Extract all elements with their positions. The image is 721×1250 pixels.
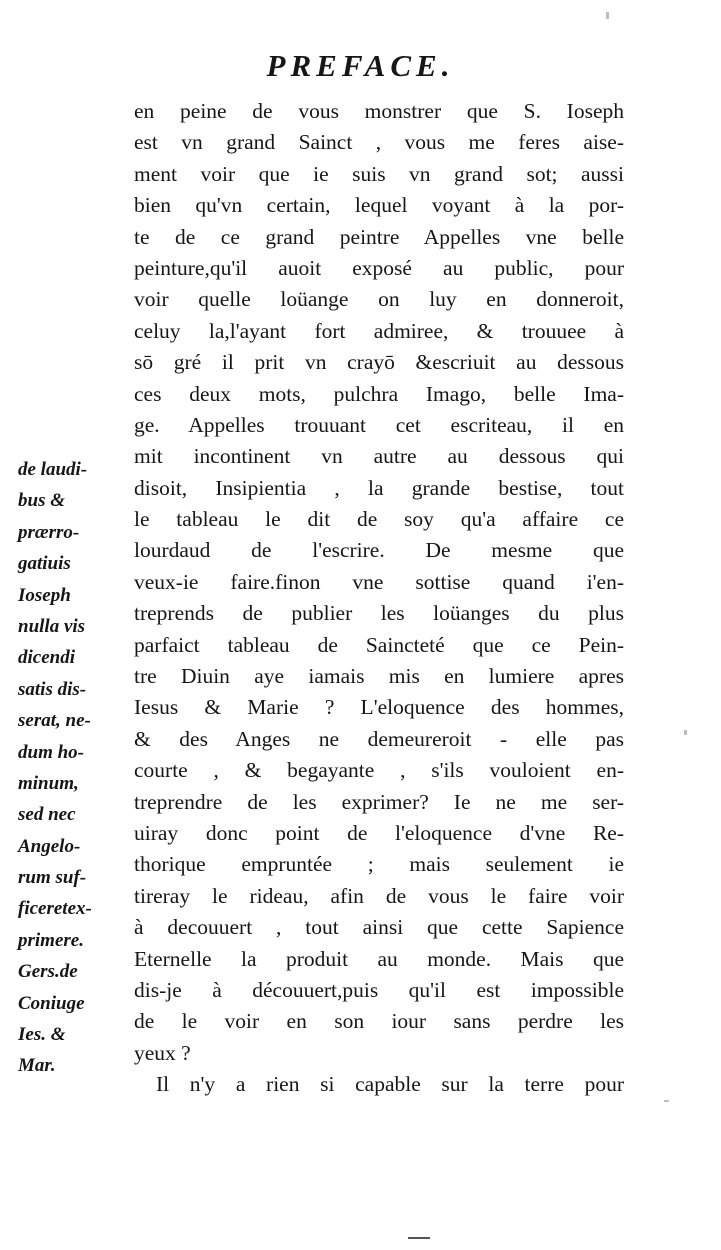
text-line: le tableau le dit de soy qu'a affaire ce (134, 507, 624, 532)
text-line: tireray le rideau, afin de vous le faire voir (134, 883, 624, 908)
text-line: ment voir que ie suis vn grand sot; aussi (134, 161, 624, 186)
marginal-line: bus & (18, 490, 65, 512)
text-line: courte , & begayante , s'ils vouloient en- (134, 758, 624, 783)
running-title: PREFACE. (266, 48, 455, 83)
text-line: bien qu'vn certain, lequel voyant à la por- (134, 193, 624, 218)
text-line: est vn grand Sainct , vous me feres aise- (134, 130, 624, 155)
marginal-line: minum, (18, 772, 79, 794)
marginal-line: prærro- (18, 521, 80, 543)
paper-speck (684, 730, 687, 735)
text-line: sō gré il prit vn crayō &escriuit au dessous (134, 350, 624, 375)
text-line: te de ce grand peintre Appelles vne belle (134, 224, 624, 249)
marginal-line: satis dis- (18, 678, 87, 700)
marginal-line: dum ho- (18, 741, 84, 763)
text-line: ge. Appelles trouuant cet escriteau, il en (134, 412, 624, 437)
paper-speck (408, 1237, 430, 1239)
text-line: Iesus & Marie ? L'eloquence des hommes, (134, 695, 624, 720)
text-line: tre Diuin aye iamais mis en lumiere apres (134, 664, 624, 689)
marginal-line: Ies. & (18, 1024, 66, 1046)
paper-speck (664, 1100, 669, 1102)
marginal-line: serat, ne- (18, 710, 91, 732)
text-line: treprends de publier les loüanges du plus (134, 601, 624, 626)
text-line: mit incontinent vn autre au dessous qui (134, 444, 624, 469)
marginal-line: Mar. (18, 1055, 56, 1077)
text-line: peinture,qu'il auoit exposé au public, pour (134, 255, 624, 280)
marginal-line: dicendi (18, 647, 75, 669)
marginal-line: gatiuis (18, 553, 71, 575)
text-line: veux-ie faire.finon vne sottise quand i'en- (134, 569, 624, 594)
marginal-line: sed nec (18, 804, 76, 826)
text-line: voir quelle loüange on luy en donneroit, (134, 287, 624, 312)
text-line: uiray donc point de l'eloquence d'vne Re- (134, 820, 624, 845)
marginal-line: Gers.de (18, 961, 78, 983)
text-line: ces deux mots, pulchra Imago, belle Ima- (134, 381, 624, 406)
text-line: lourdaud de l'escrire. De mesme que (134, 538, 624, 563)
marginal-line: primere. (18, 929, 84, 951)
text-line: dis-je à découuert,puis qu'il est impossible (134, 977, 624, 1002)
text-line: de le voir en son iour sans perdre les (134, 1009, 624, 1034)
text-line: yeux ? (134, 1040, 191, 1065)
paper-speck (606, 12, 609, 19)
marginal-line: nulla vis (18, 615, 86, 637)
marginal-line: de laudi- (18, 459, 88, 480)
text-line: parfaict tableau de Saincteté que ce Pein- (134, 632, 624, 657)
text-line: celuy la,l'ayant fort admiree, & trouuee à (134, 318, 624, 343)
main-text-body (134, 96, 624, 1101)
text-line: thorique empruntée ; mais seulement ie (134, 852, 624, 877)
text-line: disoit, Insipientia , la grande bestise, tout (134, 475, 624, 500)
text-line: treprendre de les exprimer? Ie ne me ser- (134, 789, 624, 814)
text-line: & des Anges ne demeureroit - elle pas (134, 726, 624, 751)
marginal-note (18, 454, 130, 1082)
marginal-line: Coniuge (18, 992, 85, 1014)
marginal-line: Angelo- (18, 835, 81, 857)
text-line: Il n'y a rien si capable sur la terre pour (156, 1072, 624, 1097)
text-line: à decouuert , tout ainsi que cette Sapience (134, 915, 624, 940)
marginal-line: rum suf- (18, 867, 87, 889)
marginal-line: ficeretex- (18, 898, 92, 920)
text-line: Eternelle la produit au monde. Mais que (134, 946, 624, 971)
text-line: en peine de vous monstrer que S. Ioseph (134, 99, 624, 123)
marginal-line: Ioseph (18, 584, 71, 606)
